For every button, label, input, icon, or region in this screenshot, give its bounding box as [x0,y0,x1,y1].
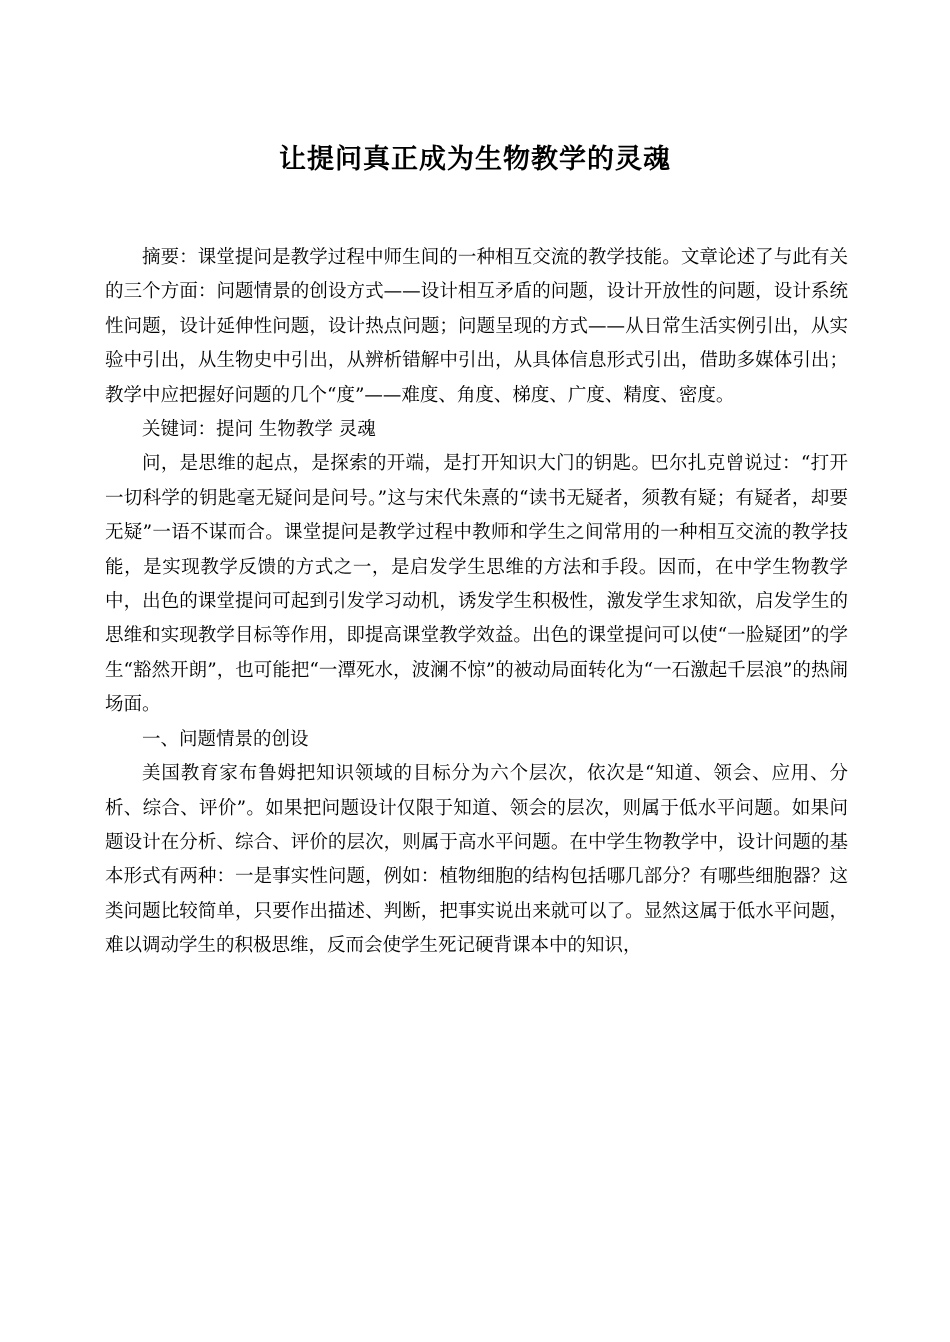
section-heading: 一、问题情景的创设 [142,728,309,750]
document-body [105,241,848,964]
abstract-paragraph: 摘要：课堂提问是教学过程中师生间的一种相互交流的教学技能。文章论述了与此有关的三个方面：问题情景的创设方式——设计相互矛盾的问题，设计开放性的问题，设计系统性问题，设计延伸性问题，设计热点问题；问题呈现的方式——从日常生活实例引出，从实验中引出，从生物史中引出，从辨析错解中引出，从具体信息形式引出，借助多媒体引出；教学中应把握好问题的几个“度”——难度、角度、梯度、广度、精度、密度。 [105,247,848,406]
document-title: 让提问真正成为生物教学的灵魂 [279,144,671,175]
intro-paragraph: 问，是思维的起点，是探索的开端，是打开知识大门的钥匙。巴尔扎克曾说过：“打开一切科学的钥匙毫无疑问是问号。”这与宋代朱熹的“读书无疑者，须教有疑；有疑者，却要无疑”一语不谋而合。课堂提问是教学过程中教师和学生之间常用的一种相互交流的教学技能，是实现教学反馈的方式之一，是启发学生思维的方法和手段。因而，在中学生物教学中，出色的课堂提问可起到引发学习动机，诱发学生积极性，激发学生求知欲，启发学生的思维和实现教学目标等作用，即提高课堂教学效益。出色的课堂提问可以使“一脸疑团”的学生“豁然开朗”，也可能把“一潭死水，波澜不惊”的被动局面转化为“一石激起千层浪”的热闹场面。 [105,453,848,716]
section-paragraph: 美国教育家布鲁姆把知识领域的目标分为六个层次，依次是“知道、领会、应用、分析、综合、评价”。如果把问题设计仅限于知道、领会的层次，则属于低水平问题。如果问题设计在分析、综合、评价的层次，则属于高水平问题。在中学生物教学中，设计问题的基本形式有两种：一是事实性问题，例如：植物细胞的结构包括哪几部分？有哪些细胞器？这类问题比较简单，只要作出描述、判断，把事实说出来就可以了。显然这属于低水平问题，难以调动学生的积极思维，反而会使学生死记硬背课本中的知识， [105,763,848,957]
keywords-paragraph: 关键词：提问 生物教学 灵魂 [142,419,376,441]
